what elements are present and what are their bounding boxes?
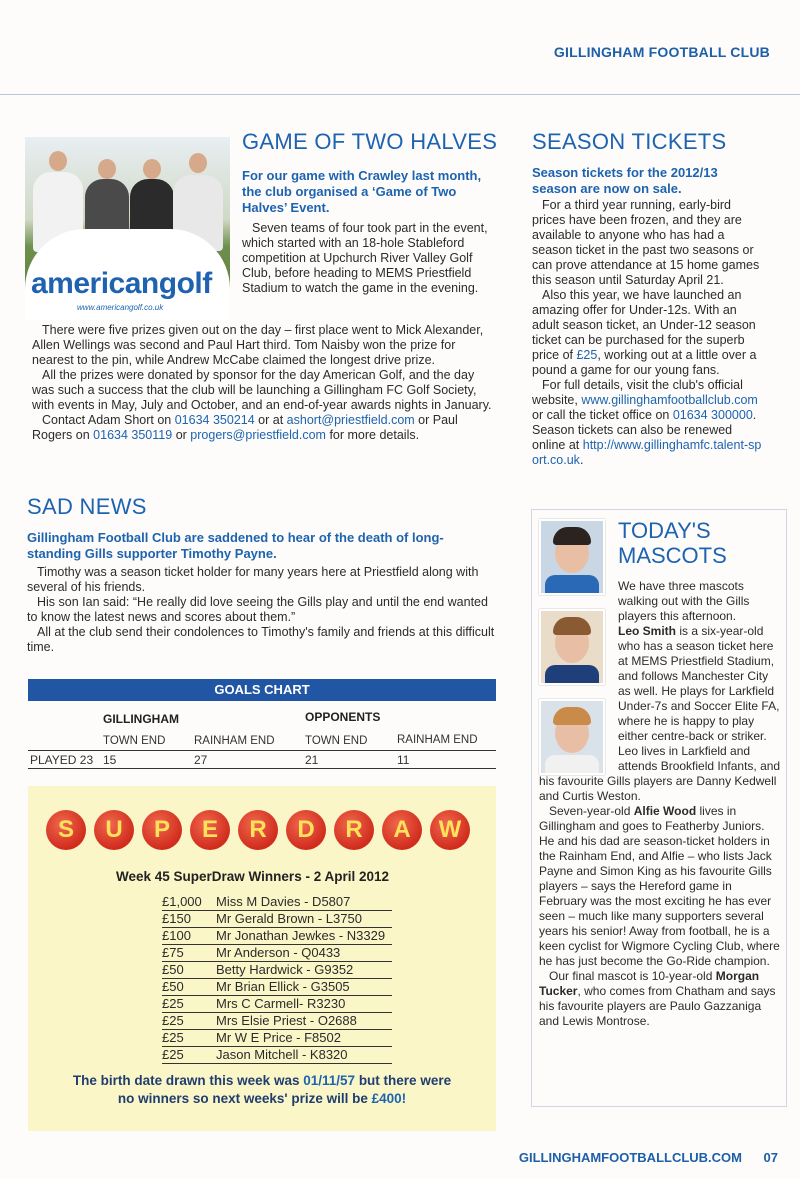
email-link-2[interactable]: progers@priestfield.com xyxy=(190,428,326,442)
winner-prize: £1,000 xyxy=(162,894,202,909)
season-text: Also this year, we have launched an amazing offer for Under-12s. With an adult season ticket, an Under-12 season ticket can be purchased for the superb price of xyxy=(532,288,756,362)
game-p1-block xyxy=(242,221,492,296)
sad-p2: His son Ian said: “He really did love seeing the Gills play and until the end wanted to know the latest news and scores about them.” xyxy=(27,595,488,624)
footer-text: no winners so next weeks' prize will be xyxy=(117,1091,368,1106)
superdraw-letter: R xyxy=(238,810,278,850)
mascot-2-name: Alfie Wood xyxy=(633,804,697,818)
mascot-2-desc: lives in Gillingham and goes to Featherby Juniors. He and his dad are season-ticket holders in the Rainham End, and Alfie – who lists Jack Payne and Simon King as his favourite Gills players – says the Hereford game in February was the most exciting he has ever seen – much like many supporters several years his senior! Away from football, he is a keen cyclist for Wigmore Cycling Club, where he has just become the Go-Ride champion. xyxy=(539,804,780,968)
superdraw-letter: W xyxy=(430,810,470,850)
mascots-panel xyxy=(531,509,787,1107)
contact-text: for more details. xyxy=(329,428,420,442)
season-title: SEASON TICKETS xyxy=(532,129,727,154)
goals-header-town: TOWN END xyxy=(305,735,368,747)
superdraw-letter: D xyxy=(286,810,326,850)
ticket-office-phone[interactable]: 01634 300000 xyxy=(672,408,753,422)
season-p3 xyxy=(532,378,762,468)
goals-played: PLAYED 23 xyxy=(30,753,94,767)
contact-text: or xyxy=(175,428,187,442)
winner-prize: £50 xyxy=(162,962,184,977)
banner-logo-text: americangolf xyxy=(31,267,212,300)
season-text: or call the ticket office on xyxy=(532,408,670,422)
next-prize: £400! xyxy=(371,1091,407,1106)
mascot-photo-1 xyxy=(539,519,605,595)
superdraw-footer-line2 xyxy=(28,1090,496,1108)
winner-prize: £50 xyxy=(162,979,184,994)
winner-name: Jason Mitchell - K8320 xyxy=(216,1047,348,1062)
header-club-name: GILLINGHAM FOOTBALL CLUB xyxy=(553,44,770,60)
game-lead: For our game with Crawley last month, the club organised a ‘Game of Two Halves’ Event. xyxy=(242,168,482,215)
winner-prize: £25 xyxy=(162,996,184,1011)
winner-row xyxy=(162,962,392,979)
goals-header-rainham: RAINHAM END xyxy=(397,734,478,746)
winner-row xyxy=(162,996,392,1013)
contact-text: or Paul Rogers on xyxy=(32,413,458,442)
mascots-title-line2: MASCOTS xyxy=(618,543,727,568)
page-number: 07 xyxy=(763,1150,778,1165)
sad-lead: Gillingham Football Club are saddened to hear of the death of long-standing Gills supporter Timothy Payne. xyxy=(27,530,444,561)
goals-header-rainham: RAINHAM END xyxy=(194,735,275,747)
renewal-link[interactable]: http://www.gillinghamfc.talent-sport.co.uk xyxy=(532,438,762,467)
birth-date: 01/11/57 xyxy=(303,1073,356,1088)
superdraw-footer-line1 xyxy=(28,1072,496,1090)
superdraw-heading: Week 45 SuperDraw Winners - 2 April 2012 xyxy=(116,869,389,884)
winner-row xyxy=(162,1013,392,1030)
mascot-1-name: Leo Smith xyxy=(618,624,677,638)
winner-row xyxy=(162,945,392,962)
winner-row xyxy=(162,911,392,928)
sad-body xyxy=(27,565,495,655)
mascot-3-name: Morgan Tucker xyxy=(539,969,760,998)
phone-link-1[interactable]: 01634 350214 xyxy=(174,413,255,427)
game-p4 xyxy=(32,413,494,443)
season-p1: For a third year running, early-bird prices have been frozen, and they are available to anyone who has had a season ticket in the past two seasons or can prove attendance at 15 home games this season until Saturday April 21. xyxy=(532,198,760,287)
winner-prize: £75 xyxy=(162,945,184,960)
contact-text: Contact Adam Short on xyxy=(42,413,172,427)
sad-title: SAD NEWS xyxy=(27,494,147,519)
superdraw-letter: R xyxy=(334,810,374,850)
goals-opp-town: 21 xyxy=(305,753,319,767)
game-p3: All the prizes were donated by sponsor for the day American Golf, and the day was such a success that the club will be launching a Gillingham FC Golf Society, with events in May, July and October, and an end-of-year awards nights in January. xyxy=(32,368,492,412)
winner-prize: £100 xyxy=(162,928,191,943)
golf-photo xyxy=(25,137,230,320)
goals-chart-title: GOALS CHART xyxy=(28,679,496,701)
goals-opp-rainham: 11 xyxy=(397,753,410,767)
superdraw-letter: E xyxy=(190,810,230,850)
superdraw-letter: S xyxy=(46,810,86,850)
season-body xyxy=(532,198,762,468)
winner-name: Mr Brian Ellick - G3505 xyxy=(216,979,350,994)
season-text: For full details, visit the club's official website, xyxy=(532,378,743,407)
winner-row xyxy=(162,894,392,911)
contact-text: or at xyxy=(258,413,284,427)
winner-row xyxy=(162,1047,392,1064)
mascot-1-desc: is a six-year-old who has a season ticket here at MEMS Priestfield Stadium, and follows Manchester City as well. He plays for Larkfield Under-7s and Soccer Elite FA, where he is happy to play either centre-back or striker. Leo lives in Larkfield and attends Brookfield Infants, and his favourite Gills players are Danny Kedwell and Curtis Weston. xyxy=(539,624,781,803)
footer-text: but there were xyxy=(358,1073,452,1088)
winner-row xyxy=(162,979,392,996)
goals-gills-rainham: 27 xyxy=(194,753,208,767)
winner-name: Mr Jonathan Jewkes - N3329 xyxy=(216,928,386,943)
winner-name: Betty Hardwick - G9352 xyxy=(216,962,354,977)
goals-gills-town: 15 xyxy=(103,753,117,767)
winner-name: Miss M Davies - D5807 xyxy=(216,894,351,909)
mascots-title xyxy=(618,518,727,568)
superdraw-panel xyxy=(28,786,496,1131)
goals-header-town: TOWN END xyxy=(103,735,166,747)
mascots-intro: We have three mascots walking out with the Gills players this afternoon. xyxy=(618,579,750,623)
phone-link-2[interactable]: 01634 350119 xyxy=(93,428,173,442)
winner-row xyxy=(162,1030,392,1047)
winner-prize: £25 xyxy=(162,1047,184,1062)
winner-name: Mr W E Price - F8502 xyxy=(216,1030,341,1045)
game-p2: There were five prizes given out on the day – first place went to Mick Alexander, Allen Wellings was second and Paul Hart third. Tom Naisby won the prize for nearest to the pin, while Andrew McCabe claimed the longest drive prize. xyxy=(32,323,484,367)
mascot-3-text xyxy=(539,969,781,1029)
mascot-2-text xyxy=(539,804,781,969)
superdraw-letter: A xyxy=(382,810,422,850)
season-p2 xyxy=(532,288,762,378)
season-price: £25 xyxy=(576,348,598,362)
goals-team-opponents: OPPONENTS xyxy=(305,710,381,724)
goals-divider xyxy=(28,750,496,751)
winner-row xyxy=(162,928,392,945)
goals-divider xyxy=(28,768,496,769)
season-text: . Season tickets can also be renewed online at xyxy=(532,408,757,452)
header-rule xyxy=(0,94,800,95)
sad-p1: Timothy was a season ticket holder for many years here at Priestfield along with several of his friends. xyxy=(27,565,479,594)
game-p1: Seven teams of four took part in the event, which started with an 18-hole Stableford competition at Upchurch River Valley Golf Club, before heading to MEMS Priestfield Stadium to watch the game in the evening. xyxy=(242,221,488,295)
mascot-3-desc: , who comes from Chatham and says his favourite players are Paulo Gazzaniga and Lewis Montrose. xyxy=(539,984,776,1028)
mascots-text-main xyxy=(539,624,781,1029)
winner-name: Mr Gerald Brown - L3750 xyxy=(216,911,362,926)
season-text: . xyxy=(579,453,584,467)
winner-prize: £25 xyxy=(162,1013,184,1028)
winner-name: Mr Anderson - Q0433 xyxy=(216,945,341,960)
footer-website[interactable]: GILLINGHAMFOOTBALLCLUB.COM xyxy=(518,1150,742,1165)
game-title: GAME OF TWO HALVES xyxy=(242,129,498,154)
mascot-3-pre: Our final mascot is 10-year-old xyxy=(549,969,713,983)
winner-name: Mrs C Carmell- R3230 xyxy=(216,996,346,1011)
winner-prize: £150 xyxy=(162,911,191,926)
sad-p3: All at the club send their condolences to Timothy's family and friends at this difficult time. xyxy=(27,625,495,654)
season-lead: Season tickets for the 2012/13 season are now on sale. xyxy=(532,165,718,196)
email-link-1[interactable]: ashort@priestfield.com xyxy=(286,413,415,427)
winner-prize: £25 xyxy=(162,1030,184,1045)
winner-name: Mrs Elsie Priest - O2688 xyxy=(216,1013,357,1028)
mascots-title-line1: TODAY'S xyxy=(618,518,711,543)
footer-text: The birth date drawn this week was xyxy=(72,1073,300,1088)
banner-url: www.americangolf.co.uk xyxy=(77,303,164,312)
superdraw-footer xyxy=(28,1072,496,1108)
superdraw-letter: U xyxy=(94,810,134,850)
club-website-link[interactable]: www.gillinghamfootballclub.com xyxy=(581,393,758,407)
season-text: , working out at a little over a pound a game for our young fans. xyxy=(532,348,757,377)
mascots-text-upper xyxy=(618,579,776,624)
goals-team-gillingham: GILLINGHAM xyxy=(103,712,179,726)
superdraw-letter: P xyxy=(142,810,182,850)
mascot-2-pre: Seven-year-old xyxy=(549,804,631,818)
photo-spacer xyxy=(539,624,618,774)
game-body-lower xyxy=(32,323,494,443)
